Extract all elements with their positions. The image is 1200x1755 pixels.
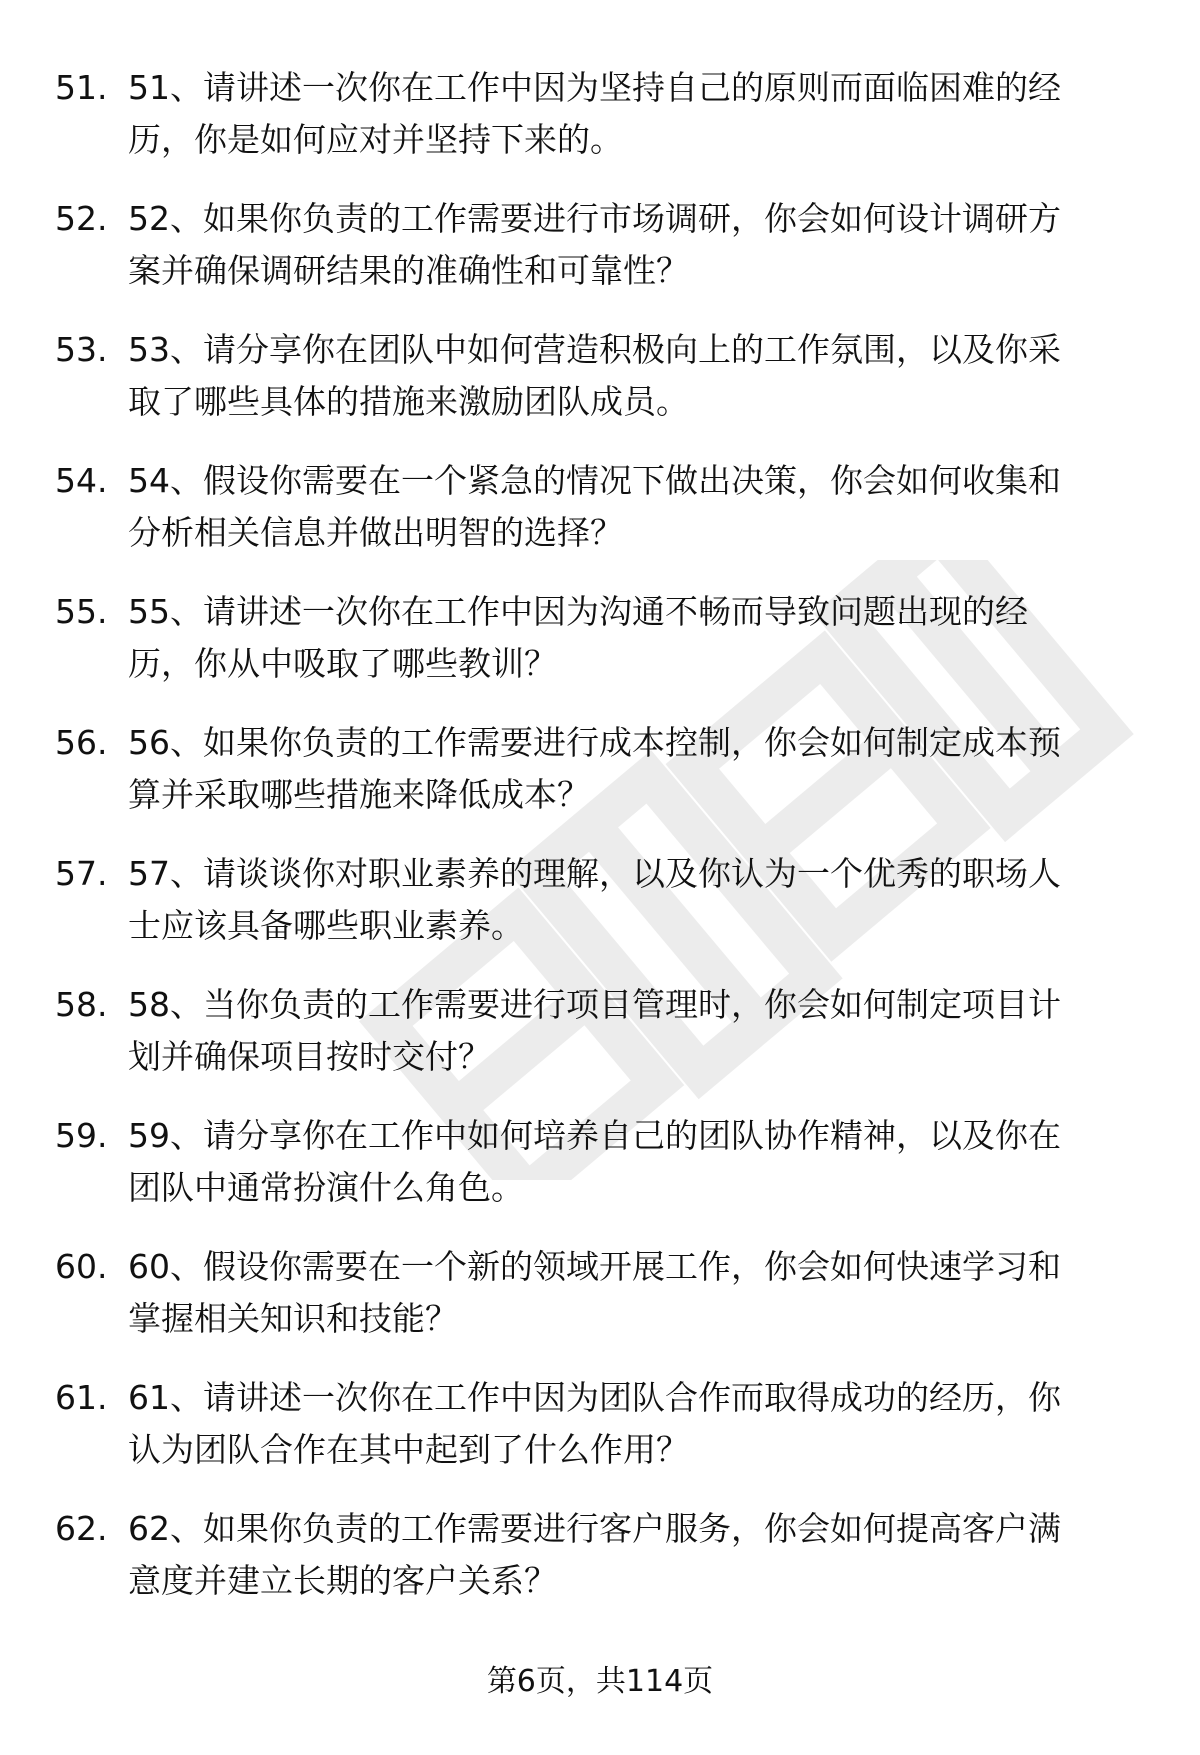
question-item xyxy=(55,586,1155,717)
question-text: 60、假设你需要在一个新的领域开展工作，你会如何快速学习和 掌握相关知识和技能？ xyxy=(128,1247,1061,1338)
question-text: 62、如果你负责的工作需要进行客户服务，你会如何提高客户满 意度并建立长期的客户关系？ xyxy=(128,1509,1061,1600)
question-number: 51. xyxy=(55,68,108,107)
question-text: 56、如果你负责的工作需要进行成本控制，你会如何制定成本预 算并采取哪些措施来降低成本？ xyxy=(128,723,1061,814)
question-number: 62. xyxy=(55,1509,108,1548)
question-text: 57、请谈谈你对职业素养的理解，以及你认为一个优秀的职场人 士应该具备哪些职业素养。 xyxy=(128,854,1061,945)
question-text: 54、假设你需要在一个紧急的情况下做出决策，你会如何收集和 分析相关信息并做出明智的选择？ xyxy=(128,461,1061,552)
question-text: 59、请分享你在工作中如何培养自己的团队协作精神，以及你在 团队中通常扮演什么角色。 xyxy=(128,1116,1061,1207)
question-text: 58、当你负责的工作需要进行项目管理时，你会如何制定项目计 划并确保项目按时交付？ xyxy=(128,985,1061,1076)
page-footer: 第6页，共114页 xyxy=(486,1664,714,1699)
question-number: 61. xyxy=(55,1378,108,1417)
question-text: 52、如果你负责的工作需要进行市场调研，你会如何设计调研方 案并确保调研结果的准确性和可靠性？ xyxy=(128,199,1061,290)
question-text: 51、请讲述一次你在工作中因为坚持自己的原则而面临困难的经 历，你是如何应对并坚持下来的。 xyxy=(128,68,1061,159)
question-item xyxy=(55,62,1155,193)
question-item xyxy=(55,717,1155,848)
question-text: 53、请分享你在团队中如何营造积极向上的工作氛围，以及你采 取了哪些具体的措施来激励团队成员。 xyxy=(128,330,1061,421)
question-item xyxy=(55,848,1155,979)
question-number: 56. xyxy=(55,723,108,762)
question-item xyxy=(55,1241,1155,1372)
question-number: 53. xyxy=(55,330,108,369)
question-text: 61、请讲述一次你在工作中因为团队合作而取得成功的经历，你 认为团队合作在其中起到了什么作用？ xyxy=(128,1378,1061,1469)
question-number: 52. xyxy=(55,199,108,238)
question-text: 55、请讲述一次你在工作中因为沟通不畅而导致问题出现的经 历，你从中吸取了哪些教训？ xyxy=(128,592,1028,683)
question-item xyxy=(55,1372,1155,1503)
question-number: 58. xyxy=(55,985,108,1024)
question-item xyxy=(55,324,1155,455)
question-item xyxy=(55,193,1155,324)
question-number: 54. xyxy=(55,461,108,500)
question-number: 55. xyxy=(55,592,108,631)
question-number: 57. xyxy=(55,854,108,893)
question-item xyxy=(55,455,1155,586)
question-number: 59. xyxy=(55,1116,108,1155)
question-item xyxy=(55,1110,1155,1241)
question-list xyxy=(55,62,1155,1634)
question-item xyxy=(55,1503,1155,1634)
question-item xyxy=(55,979,1155,1110)
question-number: 60. xyxy=(55,1247,108,1286)
